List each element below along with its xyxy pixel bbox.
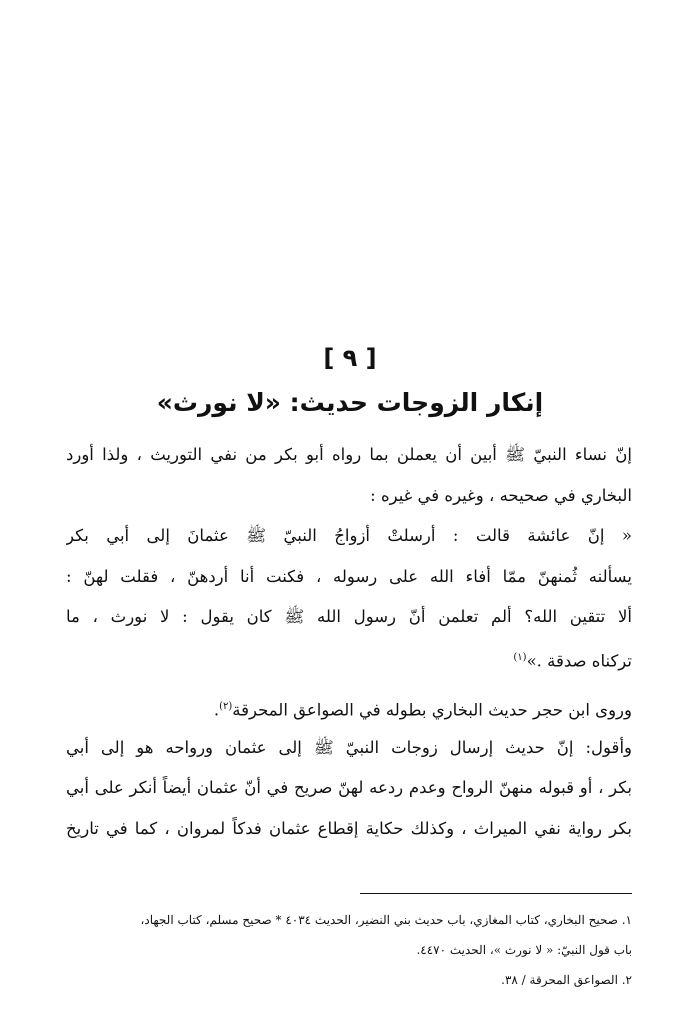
quote-line: « إنّ عائشة قالت : أرسلتْ أزواجُ النبيّ ﷺ عثمانَ إلى أبي بكر (66, 526, 632, 545)
paragraph-line: إنّ نساء النبيّ ﷺ أبين أن يعملن بما رواه أبو بكر من نفي التوريث ، ولذا أورد (66, 445, 632, 464)
paragraph-line: وأقول: إنّ حديث إرسال زوجات النبيّ ﷺ إلى عثمان ورواحه هو إلى أبي (66, 737, 632, 757)
footnote-line: ١. صحيح البخاري، كتاب المغازي، باب حديث بني النضير، الحديث ٤٠٣٤ * صحيح مسلم، كتاب الجهاد، (140, 913, 632, 927)
quote-line: يسألنه ثُمنهنّ ممّا أفاء الله على رسوله ، فكنت أنا أردهنّ ، فقلت لهنّ : (66, 566, 632, 586)
paragraph-line: وروى ابن حجر حديث البخاري بطوله في الصواعق المحرقة$^{(٢)}$. (213, 700, 632, 720)
footnote-ref: (١) (513, 651, 527, 663)
footnote-line: باب قول النبيّ: « لا نورث »، الحديث ٤٤٧٠. (416, 943, 632, 957)
paragraph-line: بكر رواية نفي الميراث ، وكذلك حكاية إقطاع عثمان فدكاً لمروان ، كما في تاريخ (66, 818, 632, 838)
chapter-title: إنكار الزوجات حديث: «لا نورث» (156, 388, 544, 417)
body-text (66, 435, 632, 849)
footnote-line: ٢. الصواعق المحرقة / ٣٨. (501, 973, 632, 987)
paragraph-line: بكر ، أو قبوله منهنّ الرواح وعدم ردعه لهنّ صريح في أنّ عثمان أيضاً أنكر على أبي (66, 778, 632, 797)
footnote-ref: (٢) (219, 701, 233, 712)
quote-text: تركناه صدقة .» (526, 651, 632, 670)
footnotes (66, 905, 632, 995)
paragraph-line: البخاري في صحيحه ، وغيره في غيره : (370, 485, 632, 505)
chapter-number: [ ٩ ] (323, 344, 377, 372)
quote-last-line (66, 638, 632, 679)
paragraph-text: وروى ابن حجر حديث البخاري بطوله في الصواعق المحرقة (232, 700, 632, 720)
footnote-divider (360, 893, 632, 894)
quote-line: ألا تتقين الله؟ ألم تعلمن أنّ رسول الله ﷺ كان يقول : لا نورث ، ما (66, 607, 632, 626)
